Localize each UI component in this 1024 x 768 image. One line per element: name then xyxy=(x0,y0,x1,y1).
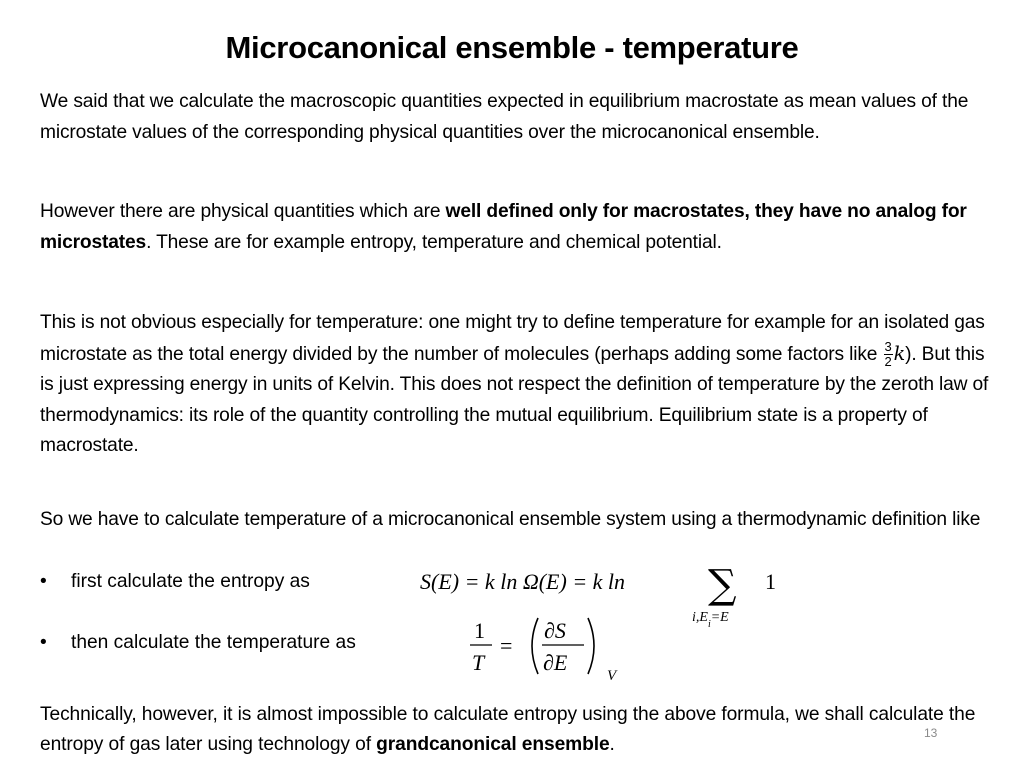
paragraph-macrostate-quantities xyxy=(40,197,1000,258)
summand: 1 xyxy=(765,569,776,594)
bullet-dot: • xyxy=(40,632,47,653)
subscript-V: V xyxy=(607,668,617,684)
partial-S: ∂S xyxy=(544,618,566,643)
partial-E: ∂E xyxy=(543,650,568,675)
paragraph-conclusion xyxy=(40,700,1000,760)
sum-index xyxy=(692,610,729,630)
text-span: Technically, however, it is almost impossible to calculate entropy using the above formula, we shall calculate the entropy of gas later using technology of xyxy=(40,704,976,755)
page-number: 13 xyxy=(924,726,938,740)
text-span: This is not obvious especially for temperature: one might try to define temperature for example for an isolated gas microstate as the total energy divided by the number of molecules (perhaps adding some factors like xyxy=(40,312,985,365)
math-k: k xyxy=(893,341,906,365)
text-span: . xyxy=(609,734,615,755)
text-span: ). But this is just expressing energy in units of Kelvin. This does not respect the definition of temperature by the zeroth law of thermodynamics: its role of the quantity controlling the mutual equilibrium. Equilibrium state is a property of macrostate. xyxy=(40,343,989,456)
sum-index-subscript: i xyxy=(707,618,711,630)
right-paren xyxy=(588,618,594,674)
text-span: However there are physical quantities which are xyxy=(40,201,446,222)
sum-index-rhs: =E xyxy=(710,610,729,625)
slide-title: Microcanonical ensemble - temperature xyxy=(225,30,799,65)
bold-text: grandcanonical ensemble xyxy=(376,734,610,755)
fraction-numerator: 3 xyxy=(884,338,892,354)
bullet-temperature xyxy=(40,628,356,658)
bullet-dot: • xyxy=(40,571,47,592)
bullet-text: then calculate the temperature as xyxy=(71,632,356,653)
fraction-three-halves xyxy=(884,340,893,369)
left-paren xyxy=(532,618,538,674)
paragraph-temperature xyxy=(40,308,1000,462)
bullet-text: first calculate the entropy as xyxy=(71,571,310,592)
fraction-denominator: 2 xyxy=(884,353,892,369)
symbol-T: T xyxy=(472,650,485,675)
bullet-entropy xyxy=(40,567,310,597)
temperature-equation xyxy=(470,612,640,684)
paragraph-intro: We said that we calculate the macroscopic quantities expected in equilibrium macrostate as mean values of the microstate values of the corresponding physical quantities over the microcanonical ensemble. xyxy=(40,91,969,143)
paragraph-thermodynamic-definition: So we have to calculate temperature of a microcanonical ensemble system using a thermodynamic definition like xyxy=(40,509,981,530)
equals-sign: = xyxy=(500,633,513,658)
fraction-one: 1 xyxy=(474,618,485,643)
sum-index-main: i,E xyxy=(692,610,708,625)
bold-text: well defined only for macrostates, they have no analog for microstates xyxy=(40,201,967,253)
sum-symbol: ∑ xyxy=(708,562,737,608)
text-span: . These are for example entropy, temperature and chemical potential. xyxy=(146,231,722,253)
entropy-lhs: S(E) = k ln Ω(E) = k ln xyxy=(420,569,626,594)
